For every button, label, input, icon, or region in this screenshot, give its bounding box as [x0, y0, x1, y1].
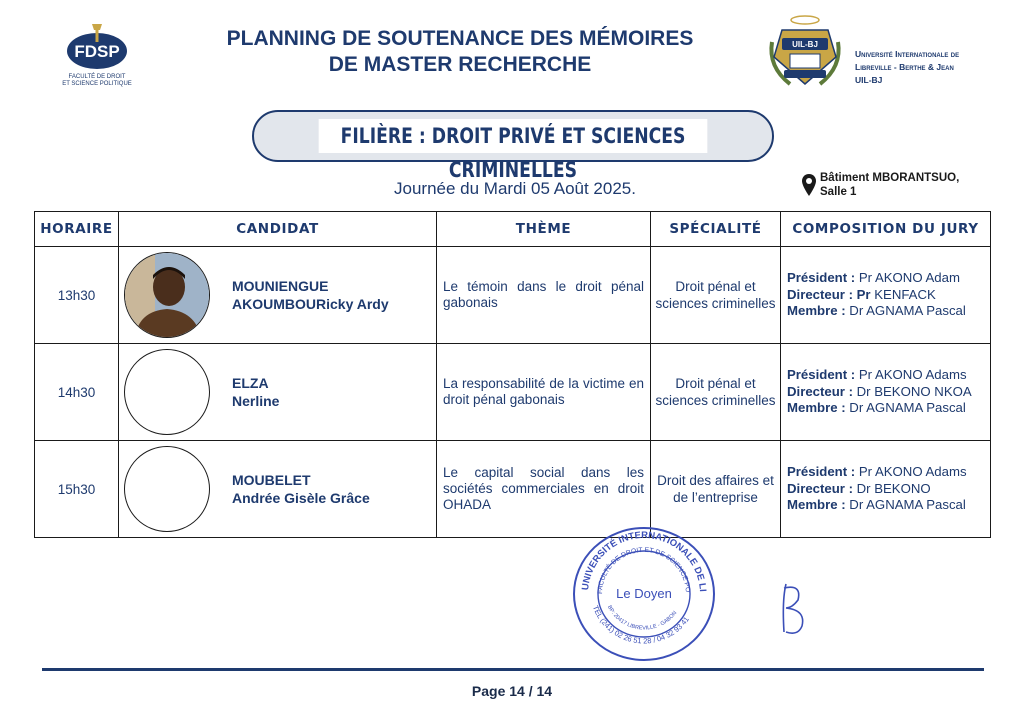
candidate-photo-placeholder [124, 349, 210, 435]
jury-role: Directeur : [787, 480, 853, 496]
university-name-line1: Université Internationale de [855, 49, 960, 59]
session-date: Journée du Mardi 05 Août 2025. [394, 179, 636, 198]
title-line2: DE MASTER RECHERCHE [328, 53, 592, 76]
jury-directeur [787, 384, 990, 401]
map-pin-icon [802, 174, 816, 196]
filiere-label: FILIÈRE : DROIT PRIVÉ ET SCIENCES CRIMINELLES [319, 119, 708, 153]
uil-bj-logo [760, 12, 850, 94]
fdsp-logo-text: FDSP [74, 42, 120, 61]
candidate-cell [119, 247, 437, 344]
candidate-name [232, 277, 389, 313]
avatar-photo-icon [125, 253, 209, 337]
location-room: Salle 1 [820, 186, 857, 198]
speciality-cell: Droit des affaires et de l’entreprise [651, 441, 781, 538]
jury-membre [787, 497, 990, 514]
candidate-surname: ELZA [232, 375, 269, 391]
stamp-bottom-text: BP: 20417 LIBREVILLE - GABON [606, 604, 679, 632]
svg-text:TEL (241) 02 26 51 28 / 04 32 [591, 604, 691, 645]
jury-role: Membre : [787, 303, 846, 319]
fdsp-logo [52, 20, 142, 90]
page-number: Page 14 / 14 [471, 683, 553, 699]
fdsp-caption-line2: ET SCIENCE POLITIQUE [62, 81, 132, 87]
candidate-photo [124, 252, 210, 338]
university-name-line2: Libreville - Berthe & Jean [855, 62, 954, 72]
jury-directeur [787, 287, 990, 304]
stamp-center-text: Le Doyen [616, 586, 672, 601]
candidate-name [232, 374, 279, 410]
defense-schedule-table [34, 211, 991, 538]
candidate-cell [119, 344, 437, 441]
jury-role: Président : [787, 464, 856, 480]
page-title [190, 26, 730, 78]
table-row [35, 441, 991, 538]
speciality-cell: Droit pénal et sciences criminelles [651, 247, 781, 344]
location [802, 171, 1002, 205]
candidate-given-names: AKOUMBOURicky Ardy [232, 296, 389, 312]
time-cell: 13h30 [35, 247, 119, 344]
fdsp-caption-line1: FACULTÉ DE DROIT [68, 74, 126, 80]
candidate-cell [119, 441, 437, 538]
jury-cell [781, 441, 991, 538]
fdsp-caption [52, 74, 142, 88]
jury-name: Pr AKONO Adams [855, 367, 967, 383]
candidate-surname: MOUBELET [232, 472, 311, 488]
table-row [35, 344, 991, 441]
jury-role: Membre : [787, 497, 846, 513]
jury-name: Dr AGNAMA Pascal [845, 400, 966, 416]
jury-cell [781, 344, 991, 441]
candidate-given-names: Andrée Gisèle Grâce [232, 490, 370, 506]
jury-cell [781, 247, 991, 344]
university-crest-icon [760, 12, 850, 94]
candidate-photo-placeholder [124, 446, 210, 532]
table-row [35, 247, 991, 344]
title-line1: PLANNING DE SOUTENANCE DES MÉMOIRES [226, 27, 694, 50]
jury-membre [787, 303, 990, 320]
time-cell: 15h30 [35, 441, 119, 538]
jury-name: Dr BEKONO NKOA [852, 383, 972, 399]
jury-president [787, 270, 990, 287]
stamp-outer-text: UNIVERSITÉ INTERNATIONALE DE LI [580, 529, 708, 593]
candidate-surname: MOUNIENGUE [232, 278, 329, 294]
jury-role: Membre : [787, 400, 846, 416]
jury-name: Pr AKONO Adams [855, 464, 967, 480]
jury-role: Directeur : [787, 383, 853, 399]
official-stamp [570, 524, 718, 664]
jury-role: Président : [787, 367, 856, 383]
candidate-given-names: Nerline [232, 393, 280, 409]
filiere-banner [252, 110, 774, 182]
signature-icon [772, 580, 812, 640]
jury-name: KENFACK [870, 286, 936, 302]
dean-stamp-icon [570, 524, 718, 664]
candidate-name [232, 471, 370, 507]
jury-role: Directeur : Pr [787, 286, 871, 302]
uil-logo-text: UIL-BJ [792, 40, 818, 49]
theme-cell: La responsabilité de la victime en droit pénal gabonais [437, 344, 651, 441]
jury-name: Dr BEKONO [852, 480, 931, 496]
svg-text:BP: 20417 LIBREVILLE - GABON [606, 605, 678, 632]
location-building: Bâtiment MBORANTSUO, [820, 172, 960, 184]
footer-rule [42, 668, 984, 671]
signature [772, 580, 812, 640]
jury-president [787, 367, 990, 384]
header-specialite: SPÉCIALITÉ [651, 212, 781, 247]
header-jury: COMPOSITION DU JURY [781, 212, 991, 247]
jury-name: Dr AGNAMA Pascal [845, 303, 966, 319]
stamp-inner-text: FACULTÉ DE DROIT ET DE SCIENCE PO [596, 546, 692, 595]
table-header-row [35, 212, 991, 247]
jury-membre [787, 400, 990, 417]
jury-name: Pr AKONO Adam [855, 270, 960, 286]
header-horaire: HORAIRE [35, 212, 119, 247]
fdsp-emblem-icon [52, 20, 142, 76]
jury-name: Dr AGNAMA Pascal [845, 497, 966, 513]
jury-directeur [787, 481, 990, 498]
jury-role: Président : [787, 270, 856, 286]
jury-president [787, 464, 990, 481]
location-text [820, 171, 959, 199]
speciality-cell: Droit pénal et sciences criminelles [651, 344, 781, 441]
university-name [855, 48, 1015, 87]
time-cell: 14h30 [35, 344, 119, 441]
theme-cell: Le capital social dans les sociétés commerciales en droit OHADA [437, 441, 651, 538]
header-theme: THÈME [437, 212, 651, 247]
university-name-line3: UIL-BJ [855, 75, 883, 85]
header-candidat: CANDIDAT [119, 212, 437, 247]
theme-cell: Le témoin dans le droit pénal gabonais [437, 247, 651, 344]
stamp-phone-text: TEL (241) 02 26 51 28 / 04 32 93 41 [590, 604, 691, 646]
